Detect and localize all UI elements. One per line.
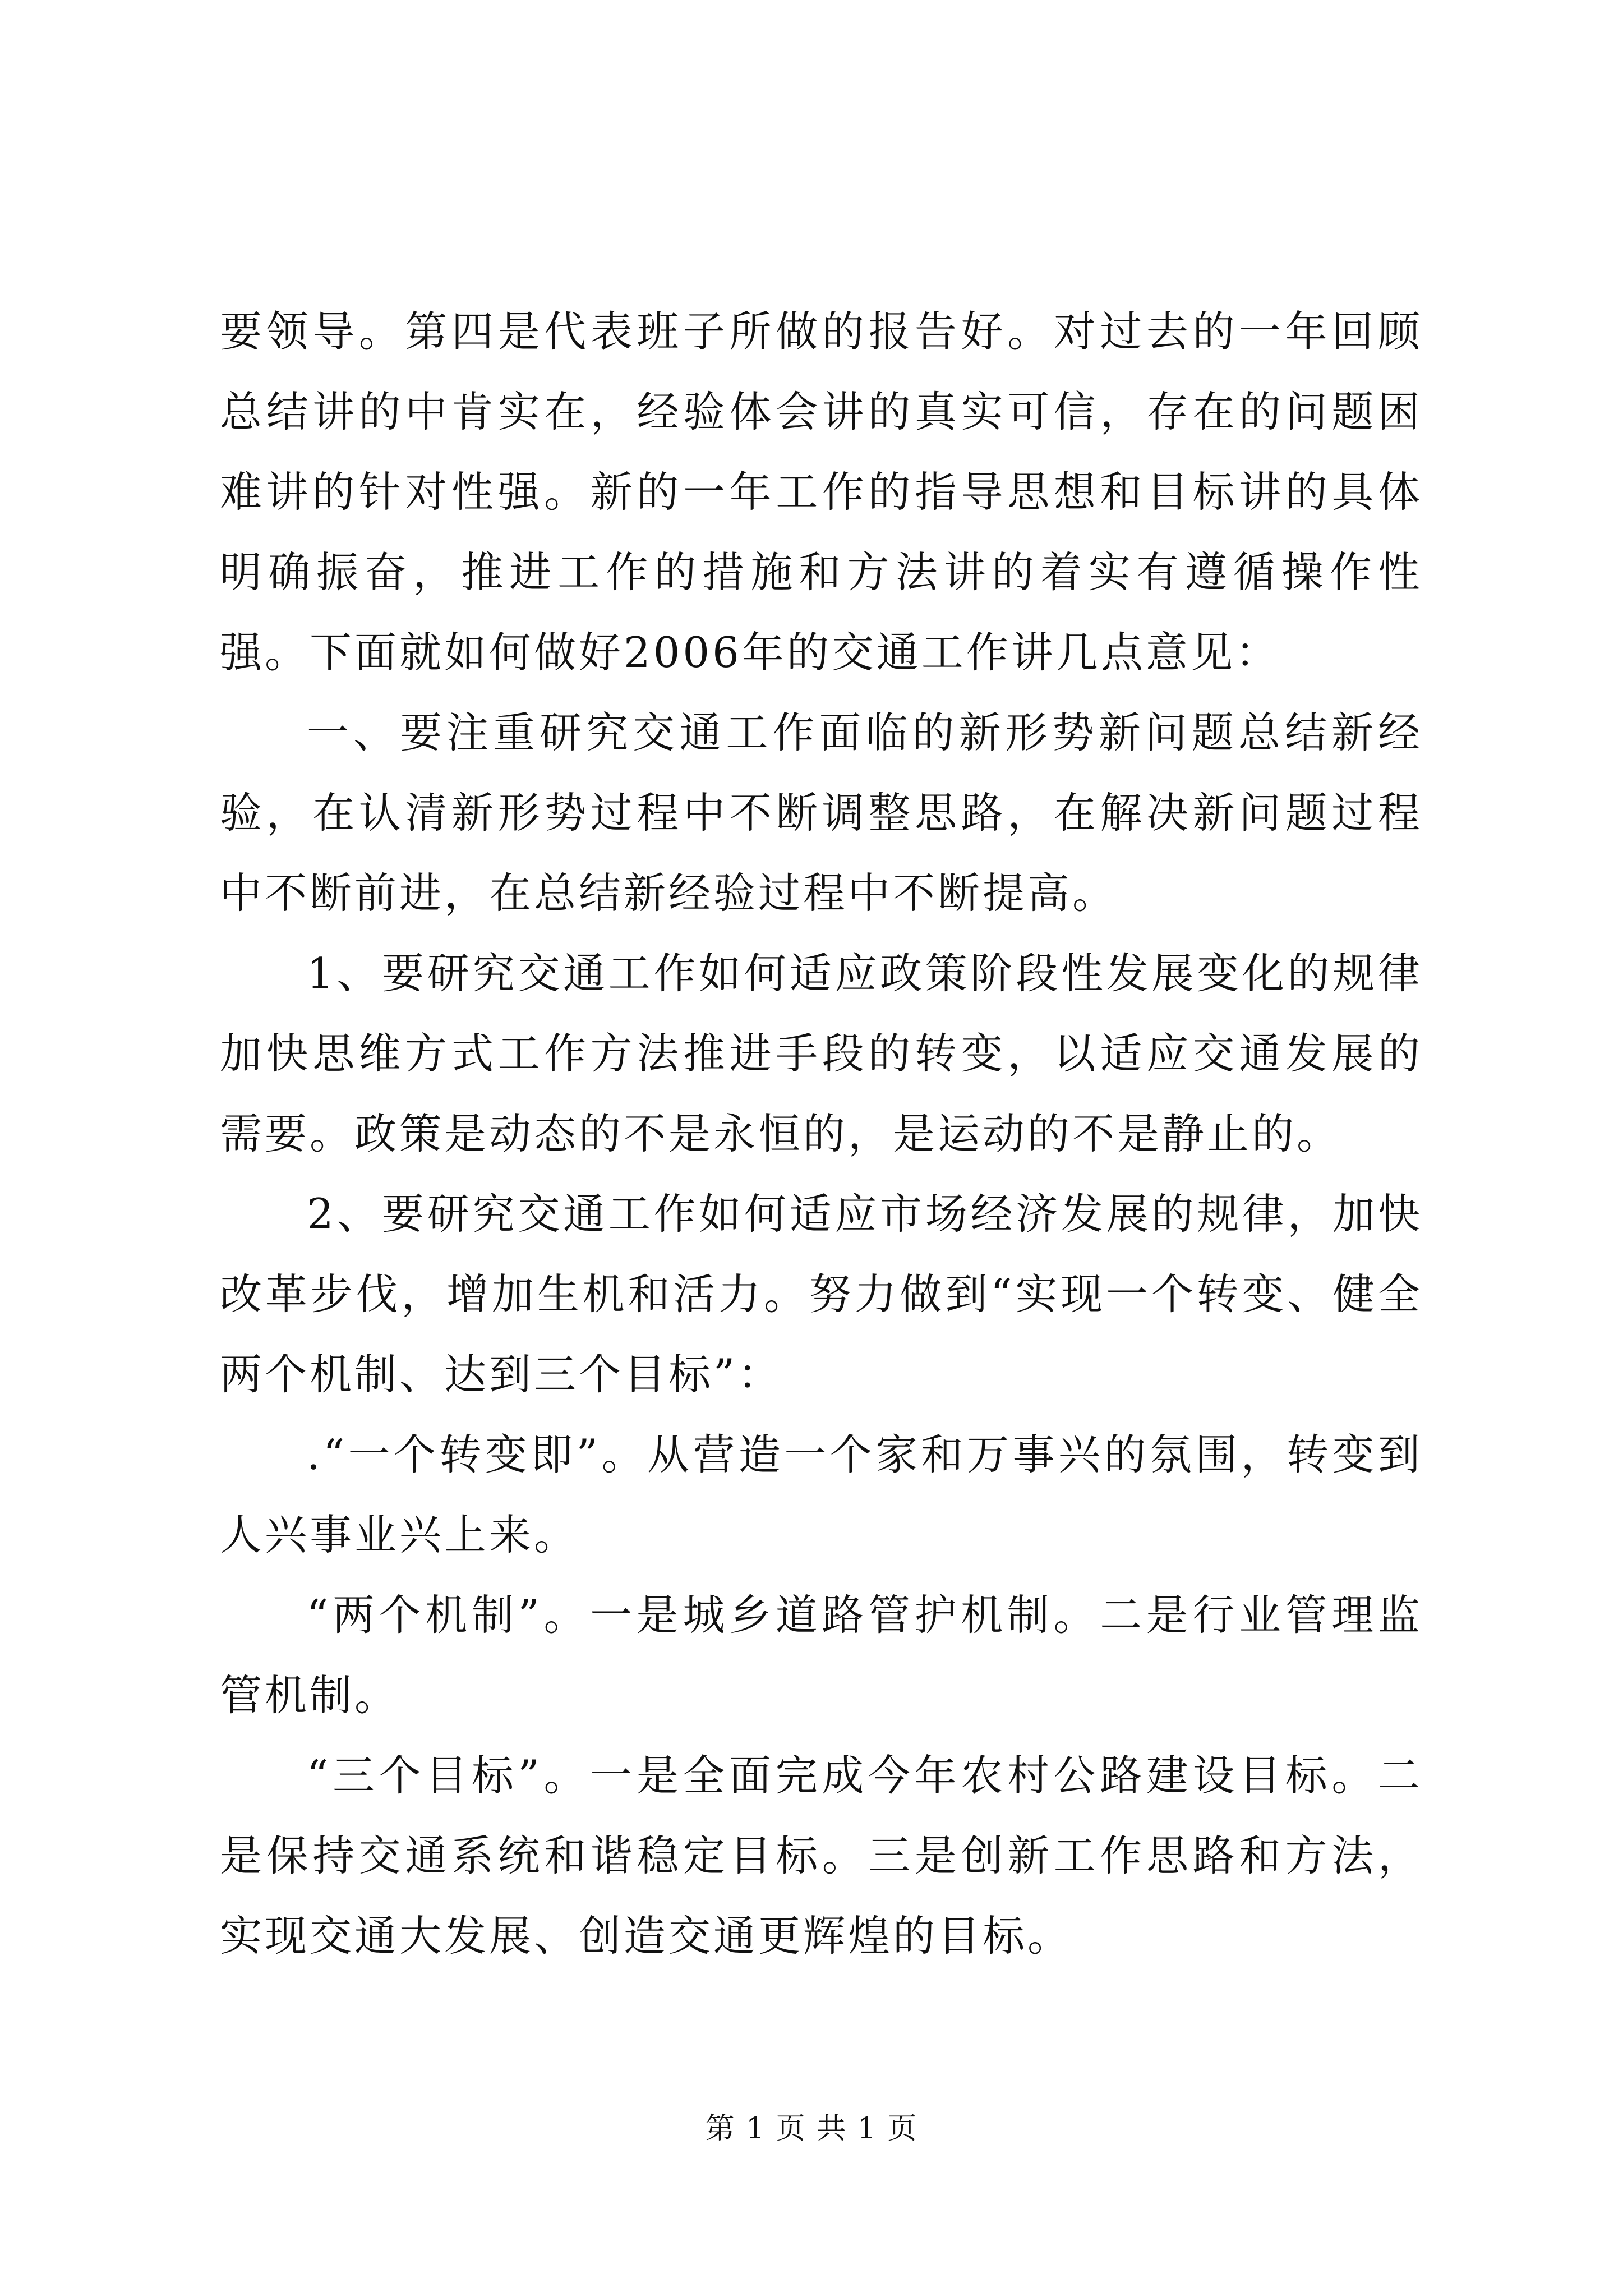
paragraph-2: 一、要注重研究交通工作面临的新形势新问题总结新经验，在认清新形势过程中不断调整思路，在解决新问题过程中不断前进，在总结新经验过程中不断提高。	[220, 708, 1423, 918]
paragraph-1: 要领导。第四是代表班子所做的报告好。对过去的一年回顾总结讲的中肯实在，经验体会讲的真实可信，存在的问题困难讲的针对性强。新的一年工作的指导思想和目标讲的具体明确振奋，推进工作的措施和方法讲的着实有遵循操作性强。下面就如何做好2006年的交通工作讲几点意见：	[220, 307, 1423, 677]
paragraph-4: 2、要研究交通工作如何适应市场经济发展的规律，加快改革步伐，增加生机和活力。努力做到“实现一个转变、健全两个机制、达到三个目标”：	[220, 1189, 1423, 1399]
page-footer	[0, 2109, 1623, 2148]
paragraph-6: “两个机制”。一是城乡道路管护机制。二是行业管理监管机制。	[220, 1590, 1423, 1720]
paragraph-7: “三个目标”。一是全面完成今年农村公路建设目标。二是保持交通系统和谐稳定目标。三是创新工作思路和方法，实现交通大发展、创造交通更辉煌的目标。	[220, 1751, 1423, 1961]
paragraph-5: .“一个转变即”。从营造一个家和万事兴的氛围，转变到人兴事业兴上来。	[220, 1430, 1423, 1559]
document-body	[220, 292, 1423, 1976]
page-number-label: 第 1 页 共 1 页	[705, 2112, 918, 2146]
paragraph-3: 1、要研究交通工作如何适应政策阶段性发展变化的规律加快思维方式工作方法推进手段的转变，以适应交通发展的需要。政策是动态的不是永恒的，是运动的不是静止的。	[220, 949, 1423, 1158]
